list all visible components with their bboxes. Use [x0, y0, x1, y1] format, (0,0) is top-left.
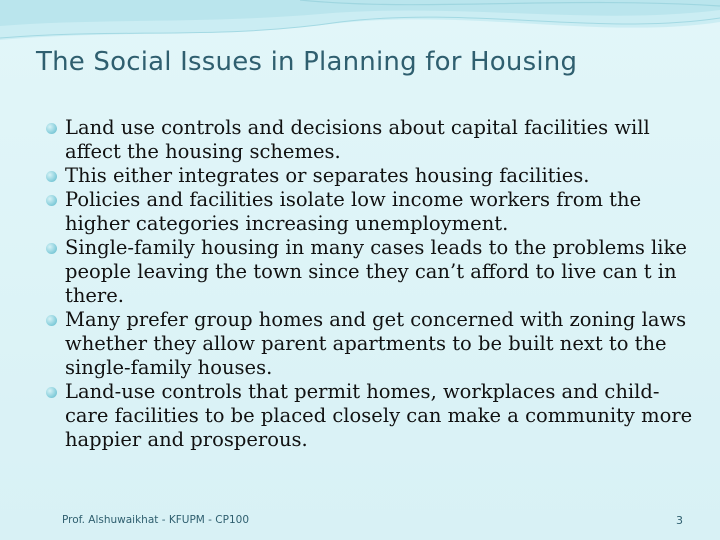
bullet-item — [44, 188, 694, 236]
footer-author: Prof. Alshuwaikhat - KFUPM - CP100 — [62, 514, 250, 526]
slide-title: The Social Issues in Planning for Housing — [36, 47, 578, 77]
bullet-item — [44, 236, 694, 308]
bullet-text: Many prefer group homes and get concerned with zoning laws whether they allow parent apartments to be built next to the single-family houses. — [65, 308, 687, 379]
bullet-dot-icon — [46, 123, 57, 134]
bullet-dot-icon — [46, 387, 57, 398]
bullet-text: This either integrates or separates housing facilities. — [65, 164, 590, 187]
bullet-list — [44, 116, 694, 452]
bullet-dot-icon — [46, 243, 57, 254]
bullet-text: Single-family housing in many cases leads to the problems like people leaving the town since they can’t afford to live can t in there. — [65, 236, 687, 307]
page-number: 3 — [676, 514, 683, 527]
bullet-dot-icon — [46, 315, 57, 326]
bullet-item — [44, 164, 694, 188]
bullet-item — [44, 116, 694, 164]
bullet-item — [44, 380, 694, 452]
bullet-text: Land use controls and decisions about capital facilities will affect the housing schemes. — [65, 116, 650, 163]
bullet-text: Policies and facilities isolate low income workers from the higher categories increasing unemployment. — [65, 188, 642, 235]
bullet-dot-icon — [46, 195, 57, 206]
bullet-text: Land-use controls that permit homes, workplaces and child-care facilities to be placed closely can make a community more happier and prosperous. — [65, 380, 693, 451]
bullet-item — [44, 308, 694, 380]
bullet-dot-icon — [46, 171, 57, 182]
